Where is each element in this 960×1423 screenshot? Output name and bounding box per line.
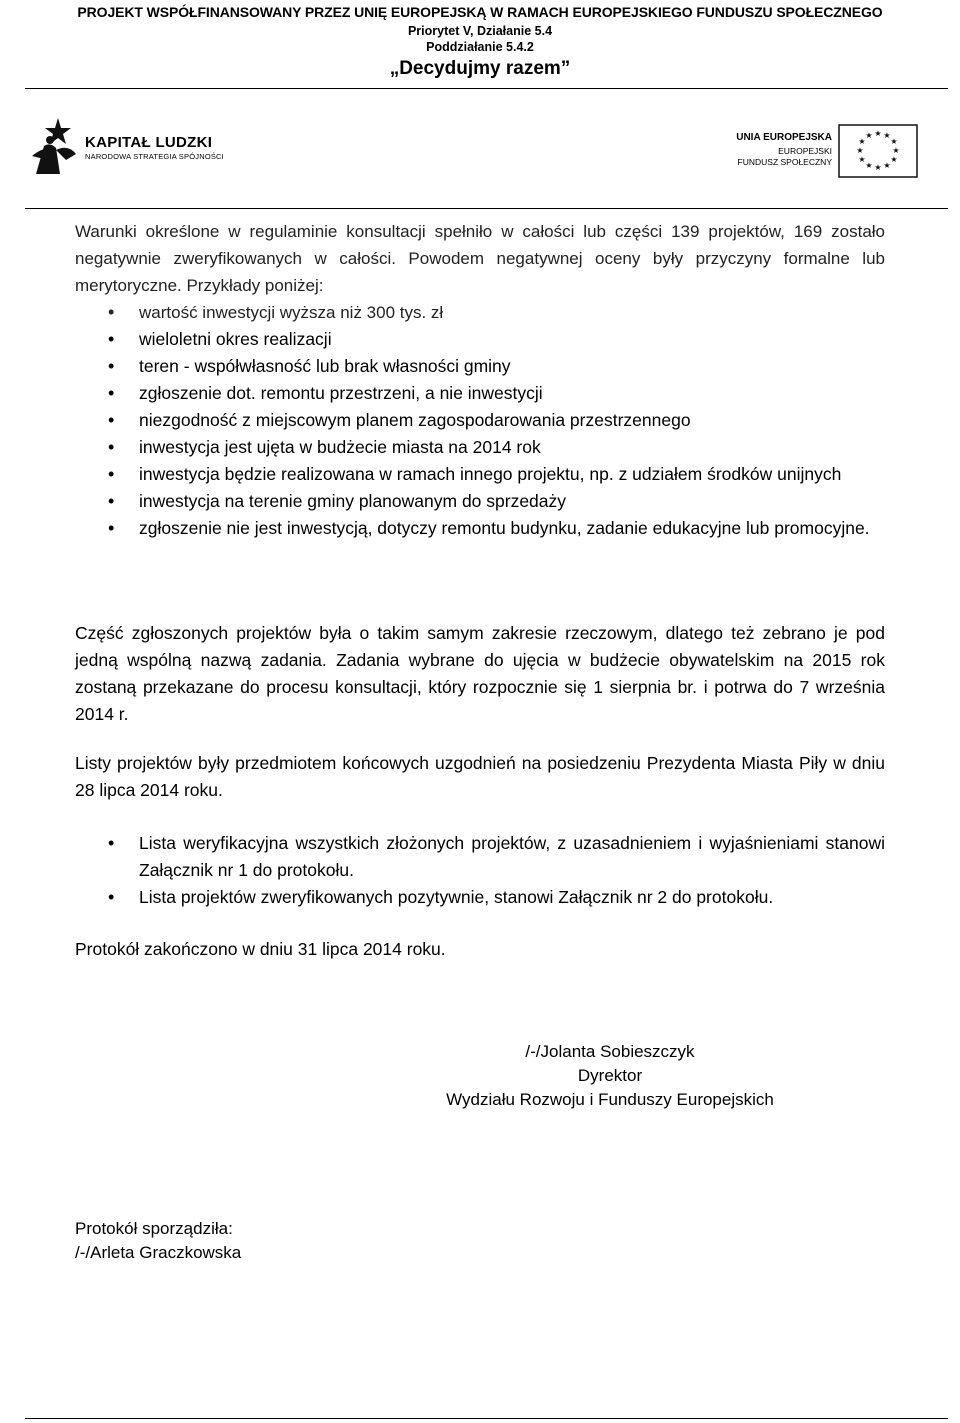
svg-text:★: ★ [874,163,882,172]
svg-text:★: ★ [856,146,864,155]
signer-name: /-/Jolanta Sobieszczyk [525,1042,695,1061]
kapital-ludzki-title: KAPITAŁ LUDZKI [85,134,213,151]
attachments-list [75,830,885,911]
svg-text:★: ★ [892,146,900,155]
svg-text:★: ★ [858,137,866,146]
list-item: • wartość inwestycji wyższa niż 300 tys. zł [75,299,885,326]
header-project-line: PROJEKT WSPÓŁFINANSOWANY PRZEZ UNIĘ EUROPEJSKĄ W RAMACH EUROPEJSKIEGO FUNDUSZU SPOŁECZNEGO [77,4,883,20]
prepared-by-name: /-/Arleta Graczkowska [75,1243,242,1262]
footer-divider [25,1418,948,1419]
list-item: • zgłoszenie dot. remontu przestrzeni, a nie inwestycji [75,380,885,407]
header-project-name: „Decydujmy razem” [389,58,571,79]
kapital-ludzki-subtitle: NARODOWA STRATEGIA SPÓJNOŚCI [85,152,224,161]
list-item: • teren - współwłasność lub brak własności gminy [75,353,885,380]
svg-text:★: ★ [865,161,873,170]
signer-title: Dyrektor [577,1066,643,1085]
kapital-ludzki-logo [30,116,260,176]
eu-logo [720,124,920,180]
svg-text:★: ★ [858,155,866,164]
kapital-ludzki-emblem-icon [30,116,80,176]
reasons-list [75,299,885,542]
list-item: • zgłoszenie nie jest inwestycją, dotyczy remontu budynku, zadanie edukacyjne lub promocyjne. [75,515,885,542]
header-divider [25,88,948,89]
svg-text:★: ★ [883,131,891,140]
eu-logo-line2: EUROPEJSKI [778,146,832,156]
signer-department: Wydziału Rozwoju i Funduszy Europejskich [446,1090,774,1109]
eu-logo-line3: FUNDUSZ SPOŁECZNY [737,157,832,167]
svg-text:★: ★ [890,155,898,164]
eu-logo-line1: UNIA EUROPEJSKA [736,132,832,143]
closing-statement: Protokół zakończono w dniu 31 lipca 2014 roku. [75,939,446,959]
list-item: • wieloletni okres realizacji [75,326,885,353]
intro-paragraph: Warunki określone w regulaminie konsultacji spełniło w całości lub części 139 projektów, 169 zostało negatywnie zweryfikowanych w całości. Powodem negatywnej oceny były przyczyny formalne lub merytoryczne. Przykłady poniżej: [75,222,885,295]
svg-text:★: ★ [865,131,873,140]
svg-text:★: ★ [874,129,882,138]
header-priority-line: Priorytet V, Działanie 5.4 [407,24,553,38]
prepared-by-label: Protokół sporządziła: [75,1219,233,1238]
prepared-by-block [75,1217,241,1265]
eu-flag-icon [838,124,918,178]
svg-text:★: ★ [890,137,898,146]
header-subaction-line: Poddziałanie 5.4.2 [426,40,534,54]
logo-divider [25,208,948,209]
list-item: • inwestycja na terenie gminy planowanym do sprzedaży [75,488,885,515]
approval-paragraph: Listy projektów były przedmiotem końcowych uzgodnień na posiedzeniu Prezydenta Miasta Piły w dniu 28 lipca 2014 roku. [75,753,885,800]
list-item: • Lista projektów zweryfikowanych pozytywnie, stanowi Załącznik nr 2 do protokołu. [75,884,885,911]
svg-text:★: ★ [883,161,891,170]
list-item: • inwestycja jest ujęta w budżecie miasta na 2014 rok [75,434,885,461]
list-item: • niezgodność z miejscowym planem zagospodarowania przestrzennego [75,407,885,434]
list-item: • inwestycja będzie realizowana w ramach innego projektu, np. z udziałem środków unijnych [75,461,885,488]
consolidation-paragraph: Część zgłoszonych projektów była o takim samym zakresie rzeczowym, dlatego też zebrano je pod jedną wspólną nazwą zadania. Zadania wybrane do ujęcia w budżecie obywatelskim na 2015 rok zostaną przekazane do procesu konsultacji, który rozpocznie się 1 sierpnia br. i potrwa do 7 września 2014 r. [75,623,885,724]
signature-block [420,1040,800,1112]
list-item: • Lista weryfikacyjna wszystkich złożonych projektów, z uzasadnieniem i wyjaśnieniami stanowi Załącznik nr 1 do protokołu. [75,830,885,884]
